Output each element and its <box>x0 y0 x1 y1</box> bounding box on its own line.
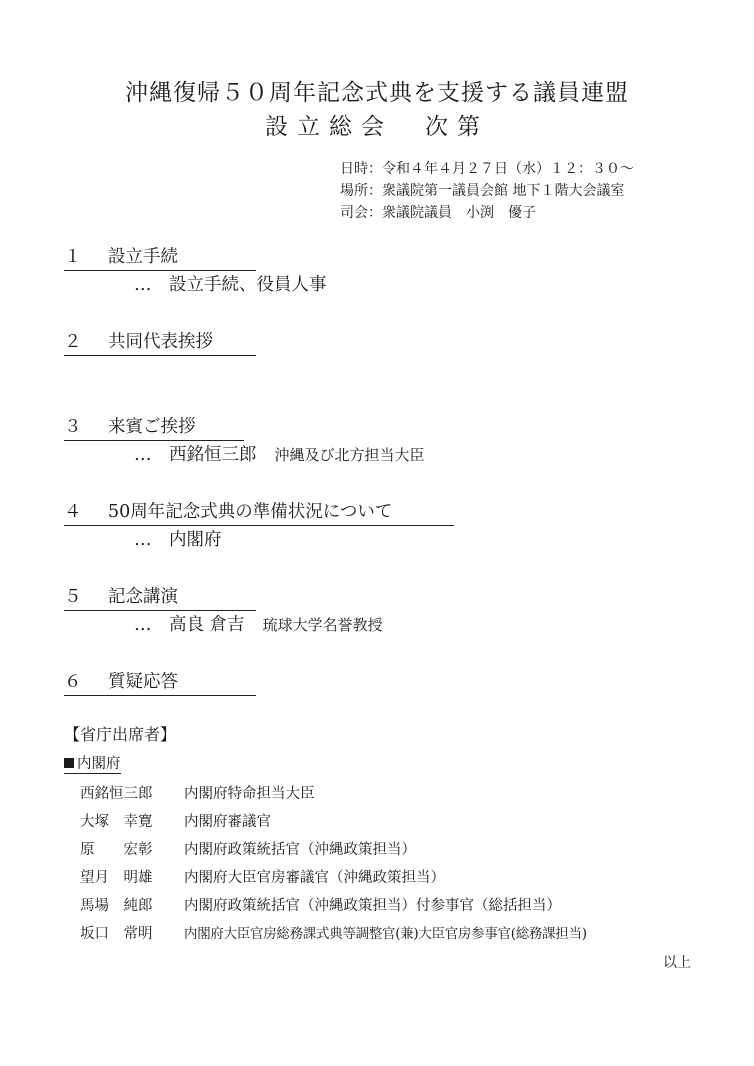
agenda-item-1 <box>64 243 256 271</box>
agenda-item-2 <box>64 328 256 356</box>
attendee-name: 西銘恒三郎 <box>80 786 153 802</box>
agenda-title: 記念講演 <box>108 587 178 607</box>
agenda-number: ３ <box>64 417 82 437</box>
agenda-detail-sub: 琉球大学名誉教授 <box>262 616 383 634</box>
agenda-detail-sub: 沖縄及び北方担当大臣 <box>274 446 425 464</box>
agenda-number: ２ <box>64 332 82 352</box>
attendee-role: 内閣府特命担当大臣 <box>184 786 315 802</box>
agenda-title: 共同代表挨拶 <box>108 332 213 352</box>
attendee-role: 内閣府審議官 <box>184 814 271 830</box>
agenda-item-5 <box>64 583 256 611</box>
attendee-role: 内閣府政策統括官（沖縄政策担当） <box>184 842 416 858</box>
attendee-role: 内閣府大臣官房審議官（沖縄政策担当） <box>184 870 445 886</box>
meta-place: 場所：衆議院第一議員会館 地下１階大会議室 <box>340 183 625 199</box>
agenda-detail-main: … 内閣府 <box>134 530 222 550</box>
attendee-name: 坂口 常明 <box>80 926 153 942</box>
agenda-detail-main: … 西銘恒三郎 <box>134 445 257 465</box>
attendee-name: 望月 明雄 <box>80 870 153 886</box>
agenda-item-3 <box>64 413 244 441</box>
agenda-title: 質疑応答 <box>108 672 178 692</box>
agenda-detail-main: … 設立手続、役員人事 <box>134 275 327 295</box>
black-square-icon <box>64 758 74 768</box>
closing-mark: 以上 <box>663 955 691 971</box>
agenda-title: 設立手続 <box>108 247 178 267</box>
agenda-detail-4 <box>134 526 222 551</box>
meta-datetime: 日時：令和４年４月２７日（水）１２：３０～ <box>340 161 634 177</box>
attendee-name: 大塚 幸寛 <box>80 814 153 830</box>
document-title: 沖縄復帰５０周年記念式典を支援する議員連盟 <box>125 80 629 106</box>
agenda-detail-1 <box>134 271 327 296</box>
agenda-number: ６ <box>64 672 82 692</box>
agenda-number: ４ <box>64 502 82 522</box>
agenda-detail-3 <box>134 441 425 466</box>
agenda-title: 来賓ご挨拶 <box>108 417 196 437</box>
agenda-item-4 <box>64 498 454 526</box>
attendee-name: 原 宏彰 <box>80 842 153 858</box>
attendee-role: 内閣府政策統括官（沖縄政策担当）付参事官（総括担当） <box>184 898 561 914</box>
meta-host: 司会：衆議院議員 小渕 優子 <box>340 205 536 221</box>
org-name: 内閣府 <box>77 756 121 772</box>
agenda-item-6 <box>64 668 256 696</box>
agenda-number: ５ <box>64 587 82 607</box>
agenda-detail-5 <box>134 611 383 636</box>
attendee-role: 内閣府大臣官房総務課式典等調整官(兼)大臣官房参事官(総務課担当) <box>184 926 587 942</box>
attendee-name: 馬場 純郎 <box>80 898 153 914</box>
document-subtitle: 設立総会 次第 <box>265 114 489 140</box>
attendees-heading: 【省庁出席者】 <box>64 725 177 744</box>
attendees-org <box>64 752 121 774</box>
agenda-number: １ <box>64 247 82 267</box>
agenda-detail-main: … 高良 倉吉 <box>134 615 245 635</box>
agenda-title: 50周年記念式典の準備状況について <box>108 502 393 522</box>
